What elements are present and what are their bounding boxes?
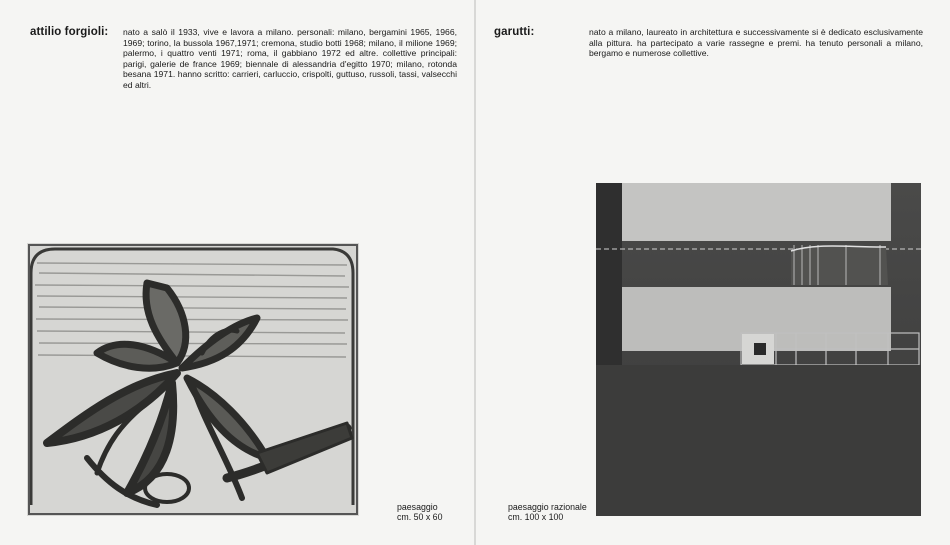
artwork-paesaggio [27,243,359,516]
caption-title-garutti: paesaggio razionale [508,502,587,512]
artist-bio-garutti: nato a milano, laureato in architettura e successivamente si è dedicato esclusivamente alla pittura. ha partecipato a varie rassegne e premi. ha tenuto personali a milano, bergamo e numerose collettive. [589,27,923,59]
artwork-paesaggio-razionale-image [596,183,921,516]
caption-size-garutti: cm. 100 x 100 [508,512,564,522]
artist-bio-forgioli: nato a salò il 1933, vive e lavora a milano. personali: milano, bergamini 1965, 1966, 1969; torino, la bussola 1967,1971; cremona, studio botti 1968; milano, il milione 1969; palermo, i quattro venti 1971; roma, il gabbiano 1972 ed altre. collettive principali: parigi, galerie de france 1969; biennale di alessandria d'egitto 1970; milano, rotonda besana 1971. hanno scritto: carrieri, carluccio, crispolti, guttuso, russoli, tassi, valsecchi ed altri. [123,27,457,90]
artwork-paesaggio-razionale [596,183,921,516]
caption-title-forgioli: paesaggio [397,502,438,512]
artwork-paesaggio-image [27,243,359,516]
artist-name-forgioli: attilio forgioli: [30,26,109,38]
right-page [476,0,950,545]
caption-size-forgioli: cm. 50 x 60 [397,512,443,522]
artist-name-garutti: garutti: [494,26,535,38]
left-page [0,0,474,545]
